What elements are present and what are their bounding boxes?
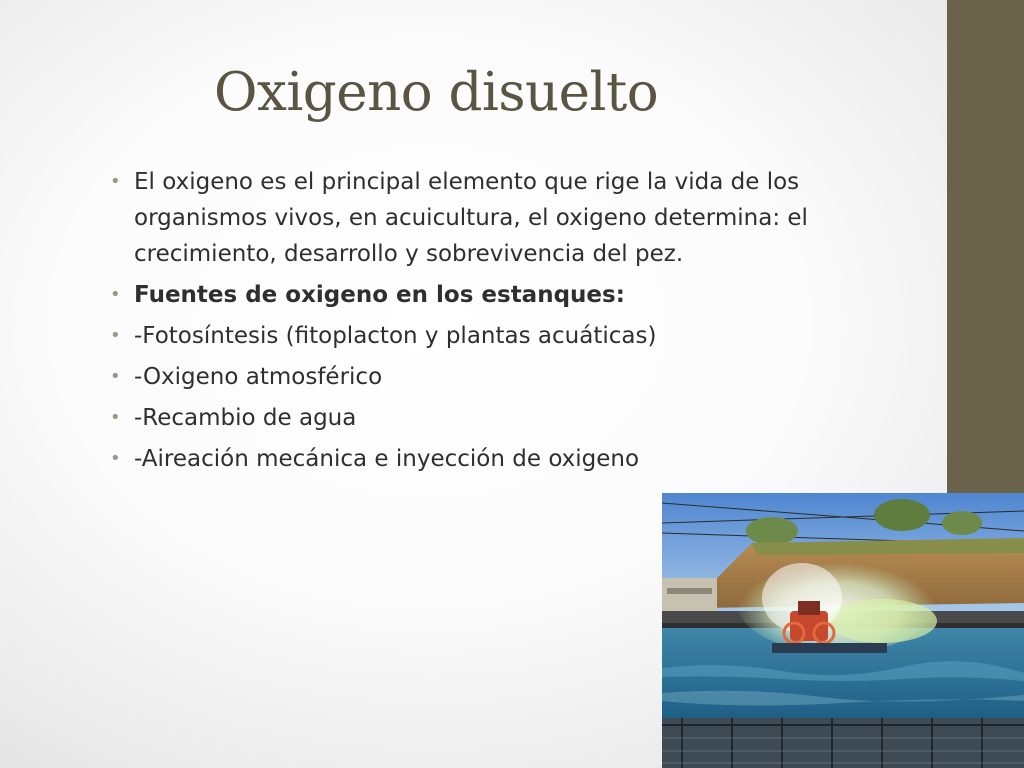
bullet-text: Fuentes de oxigeno en los estanques: bbox=[134, 282, 625, 308]
bullet-item-water-exchange bbox=[110, 400, 870, 436]
aerator-pond-photo bbox=[662, 493, 1024, 768]
bullet-item-atmospheric bbox=[110, 359, 870, 395]
bullet-list bbox=[110, 164, 870, 482]
bullet-dot-icon: • bbox=[110, 171, 121, 192]
bullet-dot-icon: • bbox=[110, 366, 121, 387]
bullet-item-oxygen-intro bbox=[110, 164, 870, 272]
bullet-text: -Aireación mecánica e inyección de oxigeno bbox=[134, 446, 640, 472]
bullet-text: -Recambio de agua bbox=[134, 405, 357, 431]
bullet-item-mechanical-aeration bbox=[110, 441, 870, 477]
bullet-item-sources-heading bbox=[110, 277, 870, 313]
bullet-dot-icon: • bbox=[110, 407, 121, 428]
bullet-item-photosynthesis bbox=[110, 318, 870, 354]
bullet-dot-icon: • bbox=[110, 448, 121, 469]
slide-title: Oxigeno disuelto bbox=[214, 62, 659, 123]
bullet-text: El oxigeno es el principal elemento que rige la vida de los organismos vivos, en acuicultura, el oxigeno determina: el crecimiento, desarrollo y sobrevivencia del pez. bbox=[134, 169, 808, 267]
bullet-dot-icon: • bbox=[110, 284, 121, 305]
bullet-text: -Fotosíntesis (fitoplacton y plantas acuáticas) bbox=[134, 323, 657, 349]
bullet-text: -Oxigeno atmosférico bbox=[134, 364, 383, 390]
bullet-dot-icon: • bbox=[110, 325, 121, 346]
